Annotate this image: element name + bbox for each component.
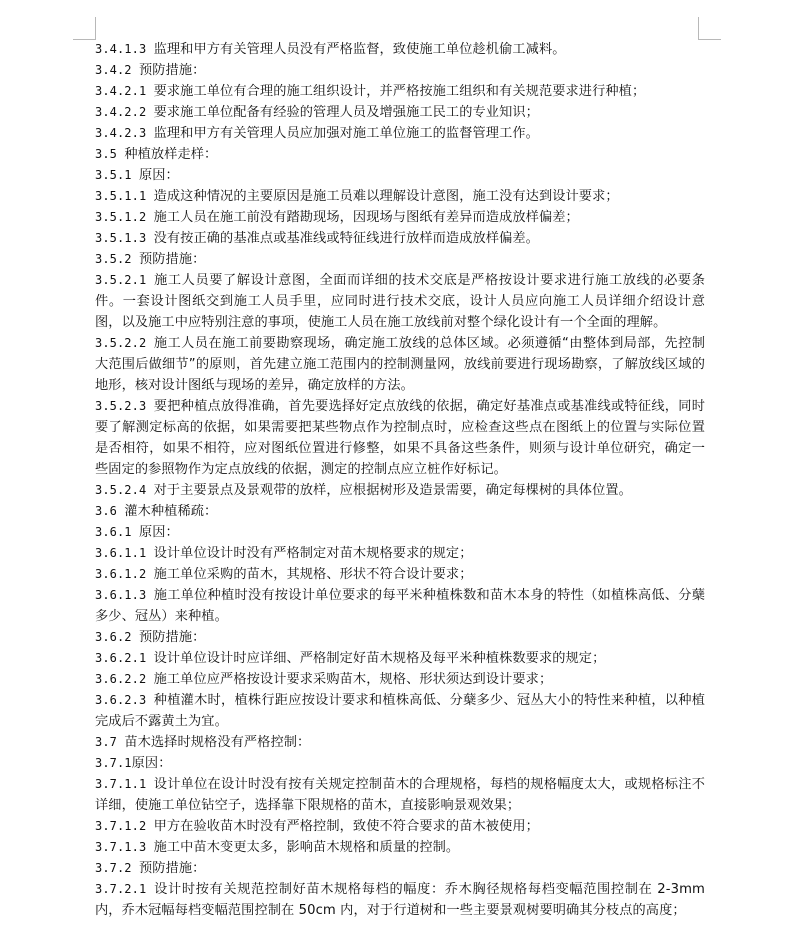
- paragraph-text: 监理和甲方有关管理人员应加强对施工单位施工的监督管理工作。: [153, 126, 539, 141]
- paragraph-text: 要求施工单位有合理的施工组织设计，并严格按施工组织和有关规范要求进行种植；: [153, 84, 646, 99]
- paragraph-text: 要求施工单位配备有经验的管理人员及增强施工民工的专业知识；: [153, 105, 539, 120]
- paragraph-text: 设计单位在设计时没有按有关规定控制苗木的合理规格，每档的规格幅度太大，或规格标注不详细，使施工单位钻空子，选择靠下限规格的苗木，直接影响景观效果；: [95, 777, 705, 813]
- section-number: 3.6.2.2: [95, 672, 154, 686]
- paragraph: [95, 480, 705, 501]
- paragraph-text: 预防措施：: [138, 252, 206, 267]
- paragraph: [95, 690, 705, 732]
- section-number: 3.5.1.2: [95, 210, 154, 224]
- paragraph-text: 种植灌木时，植株行距应按设计要求和植株高低、分蘖多少、冠丛大小的特性来种植，以种植完成后不露黄土为宜。: [95, 693, 705, 729]
- paragraph: [95, 333, 705, 396]
- paragraph: [95, 585, 705, 627]
- paragraph: [95, 522, 705, 543]
- paragraph-text: 设计时按有关规范控制好苗木规格每档的幅度：乔木胸径规格每档变幅范围控制在 2-3mm 内，乔木冠幅每档变幅范围控制在 50cm 内，对于行道树和一些主要景观树要明确其分枝点的高度；: [95, 882, 705, 918]
- paragraph: [95, 879, 705, 921]
- paragraph-text: 甲方在验收苗木时没有严格控制，致使不符合要求的苗木被使用；: [153, 819, 539, 834]
- paragraph: [95, 816, 705, 837]
- paragraph: [95, 564, 705, 585]
- paragraph-text: 原因：: [138, 525, 179, 540]
- section-number: 3.5.2.1: [95, 273, 155, 287]
- section-number: 3.4.2: [95, 63, 139, 77]
- paragraph: [95, 501, 705, 522]
- section-number: 3.6.2.3: [95, 693, 154, 707]
- paragraph-text: 监理和甲方有关管理人员没有严格监督，致使施工单位趁机偷工减料。: [153, 42, 566, 57]
- section-number: 3.5.1: [95, 168, 139, 182]
- paragraph-text: 没有按正确的基准点或基准线或特征线进行放样而造成放样偏差。: [153, 231, 539, 246]
- section-number: 3.6.1.1: [95, 546, 154, 560]
- paragraph: [95, 186, 705, 207]
- section-number: 3.4.2.1: [95, 84, 154, 98]
- paragraph: [95, 753, 705, 774]
- paragraph-text: 苗木选择时规格没有严格控制：: [124, 735, 311, 750]
- section-number: 3.5.1.1: [95, 189, 154, 203]
- paragraph: [95, 396, 705, 480]
- section-number: 3.7.2: [95, 861, 139, 875]
- paragraph: [95, 123, 705, 144]
- section-number: 3.7.2.1: [95, 882, 155, 896]
- paragraph-text: 原因：: [138, 168, 179, 183]
- section-number: 3.6.2: [95, 630, 139, 644]
- paragraph-text: 预防措施：: [138, 63, 206, 78]
- section-number: 3.5.2.4: [95, 483, 154, 497]
- paragraph-text: 设计单位设计时应详细、严格制定好苗木规格及每平米种植株数要求的规定；: [153, 651, 606, 666]
- paragraph: [95, 858, 705, 879]
- paragraph: [95, 837, 705, 858]
- paragraph: [95, 543, 705, 564]
- section-number: 3.6.1.3: [95, 588, 154, 602]
- paragraph: [95, 39, 705, 60]
- section-number: 3.7.1.1: [95, 777, 154, 791]
- page-corner-mark-top-right: [698, 17, 721, 40]
- section-number: 3.4.2.3: [95, 126, 154, 140]
- section-number: 3.5.1.3: [95, 231, 154, 245]
- paragraph: [95, 228, 705, 249]
- paragraph: [95, 249, 705, 270]
- section-number: 3.5.2: [95, 252, 139, 266]
- paragraph: [95, 648, 705, 669]
- section-number: 3.5.2.2: [95, 336, 154, 350]
- document-body[interactable]: [95, 39, 705, 921]
- paragraph-text: 施工单位种植时没有按设计单位要求的每平米种植株数和苗木本身的特性（如植株高低、分蘖多少、冠丛）来种植。: [95, 588, 705, 624]
- paragraph-text: 预防措施：: [138, 630, 206, 645]
- paragraph-text: 预防措施：: [138, 861, 206, 876]
- paragraph-text: 施工人员要了解设计意图，全面而详细的技术交底是严格按设计要求进行施工放线的必要条件。一套设计图纸交到施工人员手里，应同时进行技术交底，设计人员应向施工人员详细介绍设计意图，以及施工中应特别注意的事项，使施工人员在施工放线前对整个绿化设计有一个全面的理解。: [95, 273, 705, 330]
- paragraph: [95, 669, 705, 690]
- paragraph: [95, 732, 705, 753]
- section-number: 3.7: [95, 735, 125, 749]
- paragraph-text: 对于主要景点及景观带的放样，应根据树形及造景需要，确定每棵树的具体位置。: [153, 483, 632, 498]
- section-number: 3.7.1: [95, 756, 132, 770]
- section-number: 3.5: [95, 147, 125, 161]
- page-corner-mark-top-left: [73, 17, 96, 40]
- paragraph: [95, 165, 705, 186]
- paragraph: [95, 102, 705, 123]
- section-number: 3.4.2.2: [95, 105, 154, 119]
- paragraph-text: 原因：: [131, 756, 172, 771]
- paragraph-text: 施工人员在施工前要勘察现场，确定施工放线的总体区域。必须遵循“由整体到局部，先控制大范围后做细节”的原则，首先建立施工范围内的控制测量网，放线前要进行现场勘察，了解放线区域的地形，核对设计图纸与现场的差异，确定放样的方法。: [95, 336, 705, 393]
- section-number: 3.6.2.1: [95, 651, 154, 665]
- section-number: 3.6.1: [95, 525, 139, 539]
- section-number: 3.4.1.3: [95, 42, 154, 56]
- paragraph: [95, 627, 705, 648]
- paragraph: [95, 270, 705, 333]
- paragraph: [95, 207, 705, 228]
- section-number: 3.6: [95, 504, 125, 518]
- paragraph-text: 造成这种情况的主要原因是施工员难以理解设计意图，施工没有达到设计要求；: [153, 189, 619, 204]
- paragraph: [95, 60, 705, 81]
- paragraph: [95, 144, 705, 165]
- paragraph-text: 施工单位应严格按设计要求采购苗木，规格、形状须达到设计要求；: [153, 672, 553, 687]
- paragraph-text: 施工中苗木变更太多，影响苗木规格和质量的控制。: [153, 840, 460, 855]
- section-number: 3.7.1.2: [95, 819, 154, 833]
- paragraph-text: 灌木种植稀疏：: [124, 504, 218, 519]
- paragraph-text: 施工单位采购的苗木，其规格、形状不符合设计要求；: [153, 567, 473, 582]
- section-number: 3.5.2.3: [95, 399, 154, 413]
- paragraph-text: 设计单位设计时没有严格制定对苗木规格要求的规定；: [153, 546, 473, 561]
- paragraph: [95, 774, 705, 816]
- paragraph: [95, 81, 705, 102]
- paragraph-text: 施工人员在施工前没有踏勘现场，因现场与图纸有差异而造成放样偏差；: [153, 210, 579, 225]
- section-number: 3.7.1.3: [95, 840, 154, 854]
- paragraph-text: 要把种植点放得准确，首先要选择好定点放线的依据，确定好基准点或基准线或特征线，同时要了解测定标高的依据，如果需要把某些物点作为控制点时，应检查这些点在图纸上的位置与实际位置是否相符，如果不相符，应对图纸位置进行修整，如果不具备这些条件，则须与设计单位研究，确定一些固定的参照物作为定点放线的依据，测定的控制点应立桩作好标记。: [95, 399, 705, 477]
- paragraph-text: 种植放样走样：: [124, 147, 218, 162]
- section-number: 3.6.1.2: [95, 567, 154, 581]
